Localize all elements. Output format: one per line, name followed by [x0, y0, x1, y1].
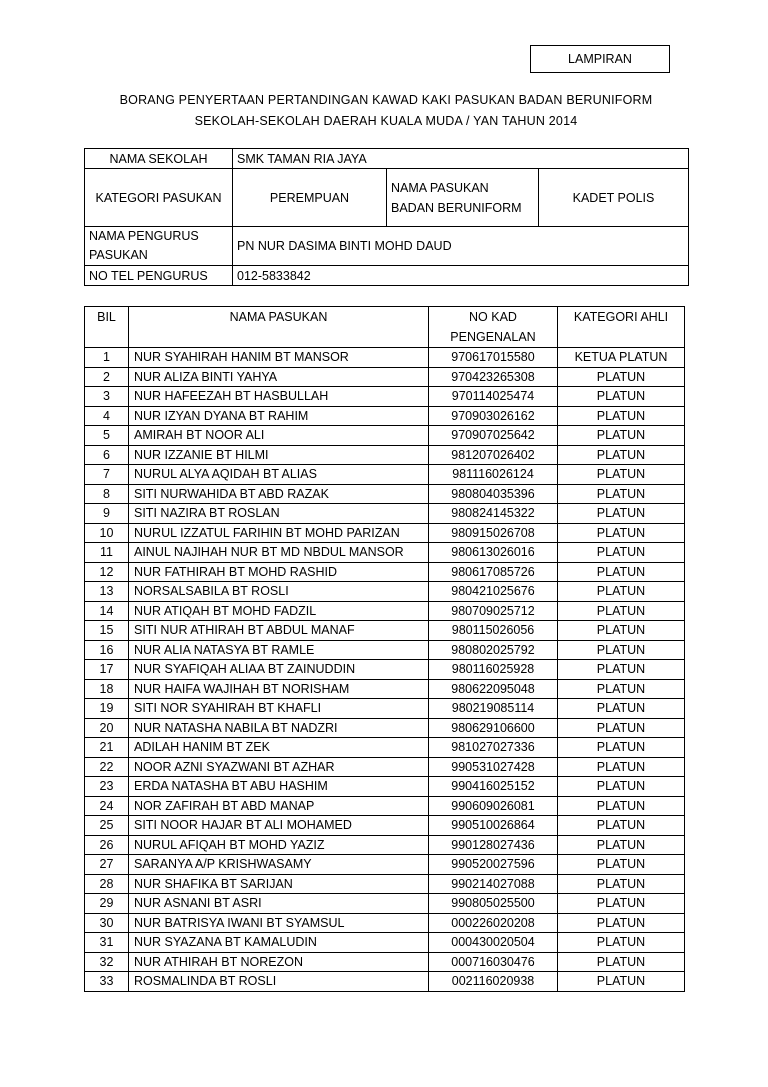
row-category: PLATUN: [558, 894, 685, 914]
row-category: PLATUN: [558, 484, 685, 504]
row-bil: 14: [85, 601, 129, 621]
row-name: NUR ATHIRAH BT NOREZON: [129, 952, 429, 972]
row-ic: 990214027088: [429, 874, 558, 894]
row-name: NORSALSABILA BT ROSLI: [129, 582, 429, 602]
table-row: [85, 406, 685, 426]
row-ic: 000226020208: [429, 913, 558, 933]
row-category: PLATUN: [558, 796, 685, 816]
table-row: [85, 913, 685, 933]
row-ic: 980709025712: [429, 601, 558, 621]
row-category: PLATUN: [558, 718, 685, 738]
row-name: NUR HAFEEZAH BT HASBULLAH: [129, 387, 429, 407]
row-bil: 32: [85, 952, 129, 972]
phone-value: 012-5833842: [233, 266, 689, 286]
table-row: [85, 504, 685, 524]
row-name: NUR SYAFIQAH ALIAA BT ZAINUDDIN: [129, 660, 429, 680]
row-ic: 970907025642: [429, 426, 558, 446]
table-header: [85, 307, 685, 348]
table-row: [85, 699, 685, 719]
row-bil: 10: [85, 523, 129, 543]
row-ic: 990520027596: [429, 855, 558, 875]
table-row: [85, 660, 685, 680]
row-ic: 970423265308: [429, 367, 558, 387]
row-bil: 31: [85, 933, 129, 953]
row-category: PLATUN: [558, 387, 685, 407]
row-bil: 22: [85, 757, 129, 777]
table-row: [85, 679, 685, 699]
row-name: AINUL NAJIHAH NUR BT MD NBDUL MANSOR: [129, 543, 429, 563]
row-name: SITI NURWAHIDA BT ABD RAZAK: [129, 484, 429, 504]
row-category: PLATUN: [558, 367, 685, 387]
table-row: [85, 796, 685, 816]
row-bil: 11: [85, 543, 129, 563]
row-name: NUR SYAHIRAH HANIM BT MANSOR: [129, 348, 429, 368]
row-category: PLATUN: [558, 835, 685, 855]
row-ic: 980617085726: [429, 562, 558, 582]
row-bil: 5: [85, 426, 129, 446]
row-name: SITI NUR ATHIRAH BT ABDUL MANAF: [129, 621, 429, 641]
table-row: [85, 484, 685, 504]
row-name: AMIRAH BT NOOR ALI: [129, 426, 429, 446]
row-category: PLATUN: [558, 601, 685, 621]
row-ic: 990128027436: [429, 835, 558, 855]
row-bil: 24: [85, 796, 129, 816]
row-name: NUR IZYAN DYANA BT RAHIM: [129, 406, 429, 426]
row-name: NUR ALIA NATASYA BT RAMLE: [129, 640, 429, 660]
row-ic: 981207026402: [429, 445, 558, 465]
row-ic: 980613026016: [429, 543, 558, 563]
row-ic: 980115026056: [429, 621, 558, 641]
row-ic: 000716030476: [429, 952, 558, 972]
row-category: PLATUN: [558, 855, 685, 875]
row-category: PLATUN: [558, 465, 685, 485]
row-category: KETUA PLATUN: [558, 348, 685, 368]
header-category: KATEGORI AHLI: [558, 307, 685, 348]
row-ic: 980116025928: [429, 660, 558, 680]
row-bil: 3: [85, 387, 129, 407]
table-row: [85, 465, 685, 485]
row-bil: 21: [85, 738, 129, 758]
table-row: [85, 894, 685, 914]
row-bil: 2: [85, 367, 129, 387]
row-ic: 002116020938: [429, 972, 558, 992]
row-ic: 980421025676: [429, 582, 558, 602]
table-row: [85, 855, 685, 875]
row-name: NOR ZAFIRAH BT ABD MANAP: [129, 796, 429, 816]
row-bil: 13: [85, 582, 129, 602]
row-ic: 980622095048: [429, 679, 558, 699]
row-category: PLATUN: [558, 640, 685, 660]
row-category: PLATUN: [558, 679, 685, 699]
row-name: ADILAH HANIM BT ZEK: [129, 738, 429, 758]
table-row: [85, 816, 685, 836]
table-row: [85, 582, 685, 602]
table-row: [85, 718, 685, 738]
table-row: [85, 835, 685, 855]
table-row: [85, 426, 685, 446]
header-ic: NO KAD PENGENALAN: [429, 307, 558, 348]
row-name: NUR ASNANI BT ASRI: [129, 894, 429, 914]
row-bil: 33: [85, 972, 129, 992]
row-bil: 25: [85, 816, 129, 836]
school-value: SMK TAMAN RIA JAYA: [233, 149, 689, 169]
row-name: NURUL AFIQAH BT MOHD YAZIZ: [129, 835, 429, 855]
row-name: NUR NATASHA NABILA BT NADZRI: [129, 718, 429, 738]
row-bil: 20: [85, 718, 129, 738]
row-category: PLATUN: [558, 757, 685, 777]
row-category: PLATUN: [558, 445, 685, 465]
table-row: [85, 933, 685, 953]
row-ic: 980219085114: [429, 699, 558, 719]
row-ic: 990531027428: [429, 757, 558, 777]
category-value: PEREMPUAN: [233, 169, 387, 227]
header-name: NAMA PASUKAN: [129, 307, 429, 348]
row-name: NOOR AZNI SYAZWANI BT AZHAR: [129, 757, 429, 777]
team-name-label: NAMA PASUKAN BADAN BERUNIFORM: [387, 169, 539, 227]
row-bil: 6: [85, 445, 129, 465]
row-bil: 1: [85, 348, 129, 368]
row-name: NUR BATRISYA IWANI BT SYAMSUL: [129, 913, 429, 933]
table-row: [85, 640, 685, 660]
row-category: PLATUN: [558, 504, 685, 524]
row-bil: 27: [85, 855, 129, 875]
row-bil: 8: [85, 484, 129, 504]
row-ic: 981027027336: [429, 738, 558, 758]
table-row: [85, 387, 685, 407]
row-category: PLATUN: [558, 426, 685, 446]
form-title-line1: BORANG PENYERTAAN PERTANDINGAN KAWAD KAKI PASUKAN BADAN BERUNIFORM: [119, 93, 653, 107]
row-name: SITI NOR SYAHIRAH BT KHAFLI: [129, 699, 429, 719]
row-name: NUR ATIQAH BT MOHD FADZIL: [129, 601, 429, 621]
row-category: PLATUN: [558, 523, 685, 543]
row-bil: 30: [85, 913, 129, 933]
table-row: [85, 874, 685, 894]
table-row: [85, 348, 685, 368]
row-category: PLATUN: [558, 816, 685, 836]
header-bil: BIL: [85, 307, 129, 348]
table-row: [85, 523, 685, 543]
table-row: [85, 621, 685, 641]
row-bil: 26: [85, 835, 129, 855]
table-row: [85, 777, 685, 797]
table-row: [85, 601, 685, 621]
table-row: [85, 738, 685, 758]
row-category: PLATUN: [558, 562, 685, 582]
table-row: [85, 562, 685, 582]
phone-label: NO TEL PENGURUS: [85, 266, 233, 286]
row-name: NUR FATHIRAH BT MOHD RASHID: [129, 562, 429, 582]
row-ic: 980824145322: [429, 504, 558, 524]
row-category: PLATUN: [558, 738, 685, 758]
lampiran-label: LAMPIRAN: [530, 45, 670, 73]
row-ic: 981116026124: [429, 465, 558, 485]
row-ic: 990510026864: [429, 816, 558, 836]
row-category: PLATUN: [558, 582, 685, 602]
row-ic: 990416025152: [429, 777, 558, 797]
row-bil: 29: [85, 894, 129, 914]
row-bil: 9: [85, 504, 129, 524]
row-bil: 19: [85, 699, 129, 719]
row-category: PLATUN: [558, 621, 685, 641]
row-category: PLATUN: [558, 952, 685, 972]
row-bil: 12: [85, 562, 129, 582]
row-bil: 23: [85, 777, 129, 797]
row-category: PLATUN: [558, 913, 685, 933]
row-bil: 15: [85, 621, 129, 641]
row-bil: 16: [85, 640, 129, 660]
category-label: KATEGORI PASUKAN: [85, 169, 233, 227]
row-category: PLATUN: [558, 406, 685, 426]
row-name: NUR HAIFA WAJIHAH BT NORISHAM: [129, 679, 429, 699]
row-name: NURUL ALYA AQIDAH BT ALIAS: [129, 465, 429, 485]
row-name: NUR SHAFIKA BT SARIJAN: [129, 874, 429, 894]
table-row: [85, 757, 685, 777]
row-name: NUR ALIZA BINTI YAHYA: [129, 367, 429, 387]
row-ic: 970617015580: [429, 348, 558, 368]
row-ic: 980804035396: [429, 484, 558, 504]
row-bil: 28: [85, 874, 129, 894]
manager-value: PN NUR DASIMA BINTI MOHD DAUD: [233, 227, 689, 266]
row-name: NURUL IZZATUL FARIHIN BT MOHD PARIZAN: [129, 523, 429, 543]
table-row: [85, 367, 685, 387]
form-title-line2: SEKOLAH-SEKOLAH DAERAH KUALA MUDA / YAN TAHUN 2014: [194, 114, 578, 128]
row-name: SITI NOOR HAJAR BT ALI MOHAMED: [129, 816, 429, 836]
row-category: PLATUN: [558, 543, 685, 563]
table-row: [85, 445, 685, 465]
row-category: PLATUN: [558, 660, 685, 680]
table-row: [85, 543, 685, 563]
row-name: SITI NAZIRA BT ROSLAN: [129, 504, 429, 524]
school-label: NAMA SEKOLAH: [85, 149, 233, 169]
members-table: [84, 306, 685, 992]
row-bil: 18: [85, 679, 129, 699]
row-ic: 970903026162: [429, 406, 558, 426]
row-ic: 990609026081: [429, 796, 558, 816]
manager-label: NAMA PENGURUS PASUKAN: [85, 227, 233, 266]
row-name: ERDA NATASHA BT ABU HASHIM: [129, 777, 429, 797]
row-ic: 980802025792: [429, 640, 558, 660]
row-category: PLATUN: [558, 777, 685, 797]
row-ic: 000430020504: [429, 933, 558, 953]
row-name: NUR IZZANIE BT HILMI: [129, 445, 429, 465]
row-category: PLATUN: [558, 933, 685, 953]
row-bil: 7: [85, 465, 129, 485]
row-category: PLATUN: [558, 699, 685, 719]
row-bil: 4: [85, 406, 129, 426]
table-row: [85, 952, 685, 972]
row-ic: 980629106600: [429, 718, 558, 738]
team-name-value: KADET POLIS: [539, 169, 689, 227]
row-ic: 980915026708: [429, 523, 558, 543]
row-category: PLATUN: [558, 972, 685, 992]
table-row: [85, 972, 685, 992]
row-bil: 17: [85, 660, 129, 680]
row-name: NUR SYAZANA BT KAMALUDIN: [129, 933, 429, 953]
school-info-table: [84, 148, 689, 286]
row-ic: 970114025474: [429, 387, 558, 407]
row-name: ROSMALINDA BT ROSLI: [129, 972, 429, 992]
row-ic: 990805025500: [429, 894, 558, 914]
row-category: PLATUN: [558, 874, 685, 894]
row-name: SARANYA A/P KRISHWASAMY: [129, 855, 429, 875]
